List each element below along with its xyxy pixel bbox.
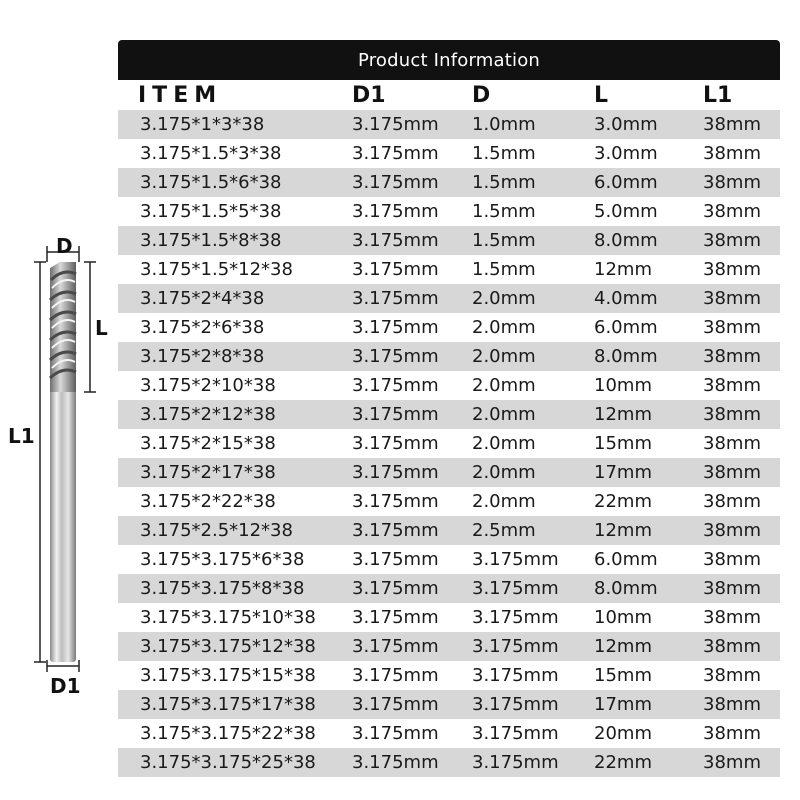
cell-l1: 38mm: [703, 172, 761, 193]
cell-item: 3.175*3.175*12*38: [140, 636, 316, 657]
cell-l1: 38mm: [703, 143, 761, 164]
table-row: [118, 313, 780, 342]
cell-d1: 3.175mm: [352, 317, 439, 338]
cell-d: 2.0mm: [472, 491, 536, 512]
dimension-label-l: L: [95, 316, 108, 340]
cell-d: 2.0mm: [472, 462, 536, 483]
cell-l: 5.0mm: [594, 201, 658, 222]
table-row: [118, 719, 780, 748]
cell-d1: 3.175mm: [352, 491, 439, 512]
cell-l1: 38mm: [703, 375, 761, 396]
cell-l1: 38mm: [703, 317, 761, 338]
product-information-table: [118, 40, 780, 777]
cell-d1: 3.175mm: [352, 259, 439, 280]
cell-d1: 3.175mm: [352, 636, 439, 657]
cell-l: 8.0mm: [594, 578, 658, 599]
cell-d: 2.0mm: [472, 433, 536, 454]
cell-l: 6.0mm: [594, 317, 658, 338]
cell-l1: 38mm: [703, 288, 761, 309]
cell-d: 3.175mm: [472, 578, 559, 599]
column-header-d1: D1: [352, 82, 386, 108]
cell-d1: 3.175mm: [352, 694, 439, 715]
cell-l1: 38mm: [703, 404, 761, 425]
cell-l: 10mm: [594, 375, 652, 396]
cell-d1: 3.175mm: [352, 346, 439, 367]
table-row: [118, 429, 780, 458]
cell-item: 3.175*2*22*38: [140, 491, 276, 512]
cell-d: 3.175mm: [472, 636, 559, 657]
cell-d1: 3.175mm: [352, 288, 439, 309]
cell-l: 8.0mm: [594, 346, 658, 367]
column-header-d: D: [472, 82, 491, 108]
cell-d: 3.175mm: [472, 607, 559, 628]
cell-d: 3.175mm: [472, 549, 559, 570]
cell-item: 3.175*3.175*15*38: [140, 665, 316, 686]
cell-d: 1.5mm: [472, 172, 536, 193]
cell-item: 3.175*2*15*38: [140, 433, 276, 454]
table-row: [118, 168, 780, 197]
cell-l1: 38mm: [703, 520, 761, 541]
cell-d: 3.175mm: [472, 665, 559, 686]
table-row: [118, 574, 780, 603]
cell-d: 1.5mm: [472, 201, 536, 222]
cell-l: 15mm: [594, 433, 652, 454]
table-row: [118, 545, 780, 574]
cell-item: 3.175*1.5*5*38: [140, 201, 282, 222]
table-row: [118, 661, 780, 690]
cell-d1: 3.175mm: [352, 752, 439, 773]
cell-l1: 38mm: [703, 259, 761, 280]
cell-l1: 38mm: [703, 462, 761, 483]
dimension-label-d1: D1: [50, 674, 81, 698]
table-title: Product Information: [357, 49, 541, 71]
cell-d1: 3.175mm: [352, 520, 439, 541]
cell-l1: 38mm: [703, 230, 761, 251]
cell-l: 17mm: [594, 694, 652, 715]
cell-d1: 3.175mm: [352, 143, 439, 164]
table-row: [118, 632, 780, 661]
cell-d1: 3.175mm: [352, 230, 439, 251]
cell-item: 3.175*3.175*8*38: [140, 578, 305, 599]
cell-d1: 3.175mm: [352, 114, 439, 135]
table-row: [118, 371, 780, 400]
cell-l: 12mm: [594, 520, 652, 541]
cell-l: 4.0mm: [594, 288, 658, 309]
cell-d: 3.175mm: [472, 694, 559, 715]
cell-l: 22mm: [594, 752, 652, 773]
cell-d: 2.0mm: [472, 375, 536, 396]
cell-item: 3.175*3.175*22*38: [140, 723, 316, 744]
cell-d: 2.0mm: [472, 317, 536, 338]
cell-l1: 38mm: [703, 549, 761, 570]
cell-l1: 38mm: [703, 491, 761, 512]
dimension-label-l1: L1: [8, 424, 35, 448]
cell-item: 3.175*2*4*38: [140, 288, 265, 309]
cell-d: 2.0mm: [472, 404, 536, 425]
cell-d1: 3.175mm: [352, 549, 439, 570]
cell-l1: 38mm: [703, 752, 761, 773]
cell-item: 3.175*2*8*38: [140, 346, 265, 367]
end-mill-diagram: [0, 0, 118, 800]
cell-l1: 38mm: [703, 665, 761, 686]
cell-d: 2.0mm: [472, 288, 536, 309]
cell-item: 3.175*3.175*10*38: [140, 607, 316, 628]
cell-l: 6.0mm: [594, 549, 658, 570]
table-row: [118, 458, 780, 487]
cell-l1: 38mm: [703, 201, 761, 222]
dimension-label-d: D: [56, 234, 73, 258]
cell-d1: 3.175mm: [352, 172, 439, 193]
cell-l: 15mm: [594, 665, 652, 686]
cell-l: 17mm: [594, 462, 652, 483]
cell-l: 3.0mm: [594, 114, 658, 135]
cell-d1: 3.175mm: [352, 665, 439, 686]
table-row: [118, 226, 780, 255]
cell-item: 3.175*3.175*25*38: [140, 752, 316, 773]
table-row: [118, 748, 780, 777]
table-row: [118, 110, 780, 139]
cell-l1: 38mm: [703, 607, 761, 628]
cell-l: 20mm: [594, 723, 652, 744]
cell-l1: 38mm: [703, 433, 761, 454]
column-header-row: [118, 80, 780, 110]
cell-item: 3.175*2*17*38: [140, 462, 276, 483]
table-row: [118, 342, 780, 371]
cell-l: 22mm: [594, 491, 652, 512]
cell-item: 3.175*3.175*6*38: [140, 549, 305, 570]
column-header-item: ITEM: [138, 82, 223, 108]
cell-l1: 38mm: [703, 578, 761, 599]
table-row: [118, 255, 780, 284]
cell-d: 1.5mm: [472, 230, 536, 251]
table-row: [118, 603, 780, 632]
table-row: [118, 139, 780, 168]
table-row: [118, 197, 780, 226]
table-row: [118, 400, 780, 429]
cell-l1: 38mm: [703, 723, 761, 744]
cell-l1: 38mm: [703, 636, 761, 657]
cell-l1: 38mm: [703, 114, 761, 135]
cell-d: 2.5mm: [472, 520, 536, 541]
cell-l: 6.0mm: [594, 172, 658, 193]
cell-item: 3.175*2.5*12*38: [140, 520, 293, 541]
cell-d: 1.5mm: [472, 143, 536, 164]
cell-l: 3.0mm: [594, 143, 658, 164]
cell-d1: 3.175mm: [352, 462, 439, 483]
cell-d1: 3.175mm: [352, 201, 439, 222]
table-row: [118, 690, 780, 719]
table-body: [118, 110, 780, 777]
cell-item: 3.175*1.5*3*38: [140, 143, 282, 164]
cell-l: 8.0mm: [594, 230, 658, 251]
cell-item: 3.175*1.5*8*38: [140, 230, 282, 251]
cell-l: 12mm: [594, 636, 652, 657]
table-row: [118, 487, 780, 516]
cell-d: 1.5mm: [472, 259, 536, 280]
cell-item: 3.175*2*12*38: [140, 404, 276, 425]
cell-d1: 3.175mm: [352, 578, 439, 599]
table-title-bar: [118, 40, 780, 80]
cell-d: 1.0mm: [472, 114, 536, 135]
cell-l1: 38mm: [703, 346, 761, 367]
table-row: [118, 284, 780, 313]
cell-item: 3.175*3.175*17*38: [140, 694, 316, 715]
cell-item: 3.175*1*3*38: [140, 114, 265, 135]
cell-item: 3.175*2*6*38: [140, 317, 265, 338]
table-row: [118, 516, 780, 545]
cell-item: 3.175*1.5*12*38: [140, 259, 293, 280]
cell-item: 3.175*1.5*6*38: [140, 172, 282, 193]
cell-d: 2.0mm: [472, 346, 536, 367]
column-header-l: L: [594, 82, 609, 108]
cell-d1: 3.175mm: [352, 404, 439, 425]
cell-d1: 3.175mm: [352, 723, 439, 744]
cell-l1: 38mm: [703, 694, 761, 715]
cell-l: 10mm: [594, 607, 652, 628]
column-header-l1: L1: [703, 82, 733, 108]
cell-d1: 3.175mm: [352, 433, 439, 454]
cell-l: 12mm: [594, 404, 652, 425]
cell-d: 3.175mm: [472, 723, 559, 744]
cell-d: 3.175mm: [472, 752, 559, 773]
cell-item: 3.175*2*10*38: [140, 375, 276, 396]
cell-d1: 3.175mm: [352, 375, 439, 396]
cell-d1: 3.175mm: [352, 607, 439, 628]
cell-l: 12mm: [594, 259, 652, 280]
